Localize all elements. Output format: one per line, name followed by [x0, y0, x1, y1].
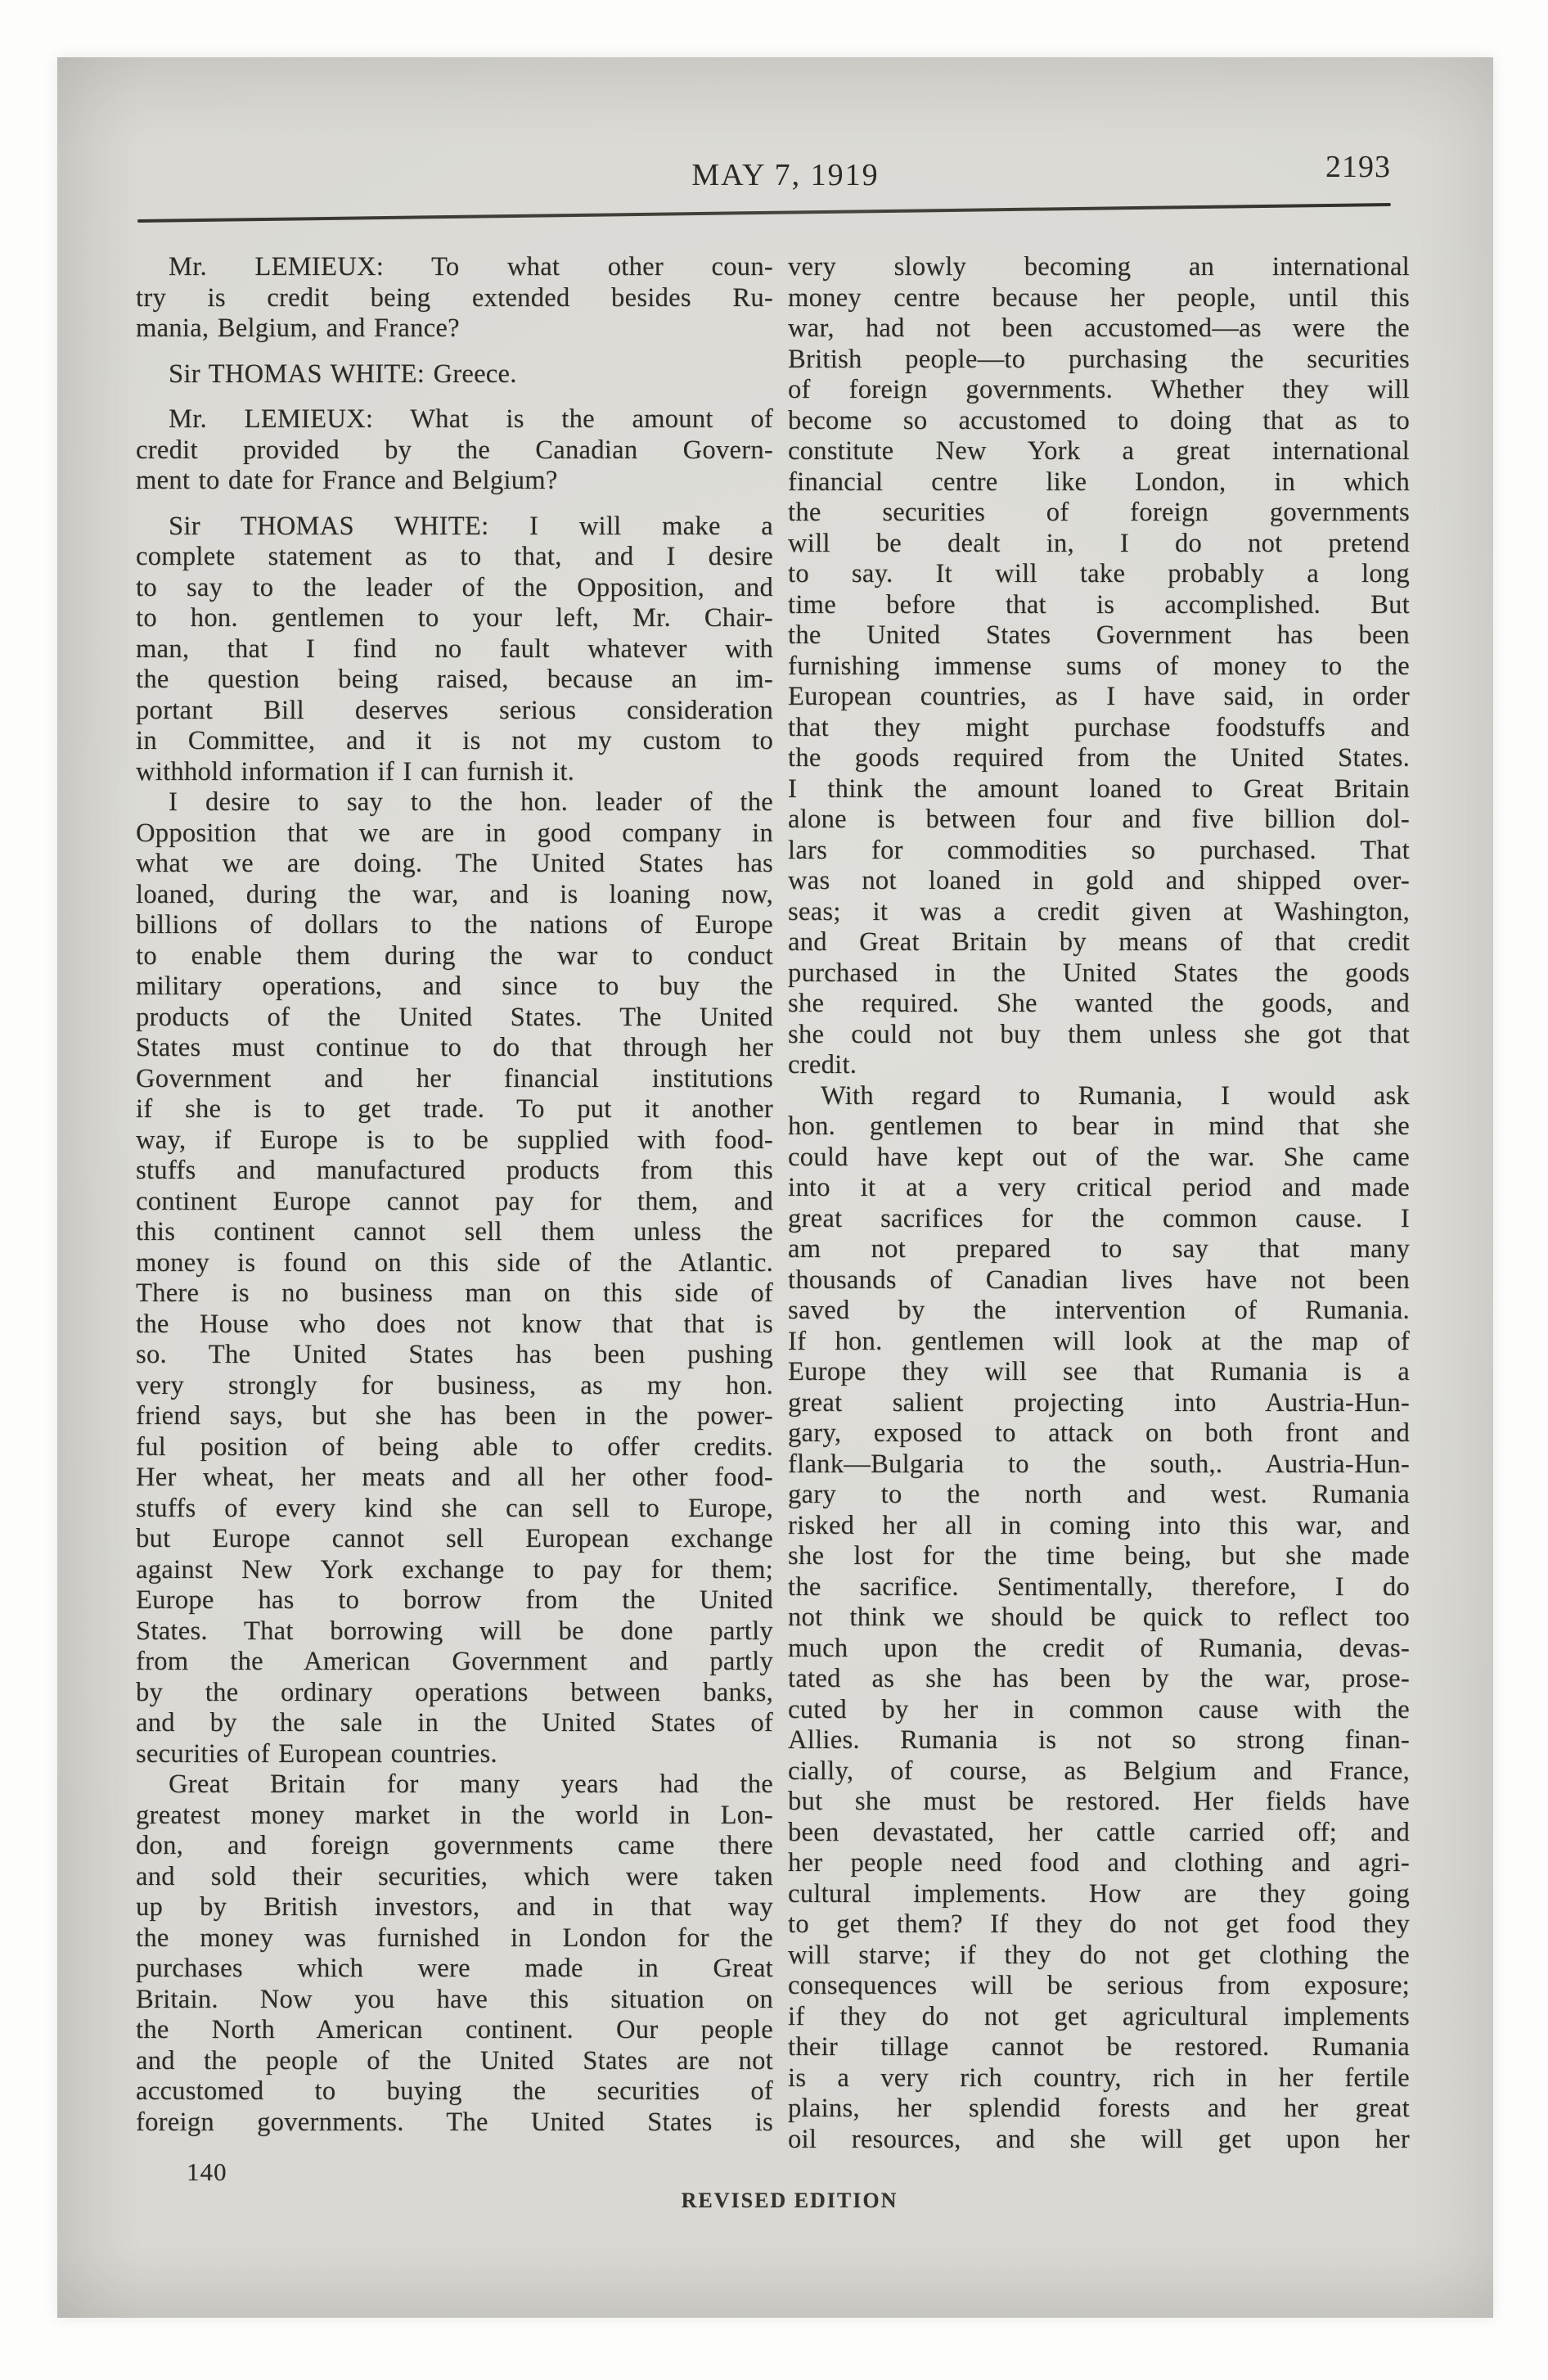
text-line: Britain. Now you have this situation on: [136, 1984, 773, 2014]
paragraph: [136, 512, 773, 788]
text-line: credit.: [788, 1050, 857, 1080]
text-line: against New York exchange to pay for them;: [136, 1554, 773, 1584]
text-line: but she must be restored. Her fields have: [788, 1787, 1410, 1816]
text-line: There is no business man on this side of: [136, 1278, 773, 1308]
text-line: and by the sale in the United States of: [136, 1708, 773, 1738]
text-line: military operations, and since to buy the: [136, 971, 773, 1001]
page-header: [147, 157, 1424, 193]
text-line: up by British investors, and in that way: [136, 1892, 773, 1922]
text-line: and the people of the United States are not: [136, 2045, 773, 2076]
text-line: great salient projecting into Austria-Hun-: [788, 1387, 1410, 1418]
text-line: she lost for the time being, but she made: [788, 1541, 1410, 1571]
paragraph: [136, 787, 773, 1769]
text-line: not think we should be quick to reflect too: [788, 1602, 1410, 1632]
text-line: stuffs of every kind she can sell to Europe,: [136, 1493, 773, 1523]
text-line: foreign governments. The United States is: [136, 2107, 773, 2137]
text-line: oil resources, and she will get upon her: [788, 2124, 1410, 2154]
text-line: loaned, during the war, and is loaning now,: [136, 879, 773, 909]
text-line: what we are doing. The United States has: [136, 849, 773, 878]
text-line: to get them? If they do not get food they: [788, 1909, 1410, 1939]
paragraph: [136, 252, 773, 345]
text-line: greatest money market in the world in Lon-: [136, 1800, 773, 1830]
text-line: lars for commodities so purchased. That: [788, 835, 1410, 865]
text-line: but Europe cannot sell European exchange: [136, 1524, 773, 1553]
text-line: am not prepared to say that many: [788, 1234, 1410, 1264]
text-line: stuffs and manufactured products from this: [136, 1156, 773, 1185]
text-line: purchased in the United States the goods: [788, 958, 1410, 988]
text-line: thousands of Canadian lives have not been: [788, 1264, 1410, 1295]
text-line: purchases which were made in Great: [136, 1954, 773, 1983]
text-line: ment to date for France and Belgium?: [136, 466, 558, 495]
paragraph: [136, 359, 773, 390]
text-line: to say to the leader of the Opposition, and: [136, 572, 773, 602]
text-line: if she is to get trade. To put it another: [136, 1094, 773, 1124]
text-line: ful position of being able to offer credits.: [136, 1431, 773, 1462]
text-line: flank—Bulgaria to the south,. Austria-Hun-: [788, 1449, 1410, 1479]
paper: [57, 57, 1493, 2318]
text-line: money is found on this side of the Atlantic.: [136, 1247, 773, 1278]
text-line: Europe they will see that Rumania is a: [788, 1357, 1410, 1386]
text-line: Mr. LEMIEUX: To what other coun-: [169, 252, 773, 282]
text-line: cuted by her in common cause with the: [788, 1694, 1410, 1724]
text-line: continent Europe cannot pay for them, and: [136, 1186, 773, 1216]
text-line: Sir THOMAS WHITE: Greece.: [169, 358, 517, 389]
text-line: gary to the north and west. Rumania: [788, 1480, 1410, 1509]
footer-signature: 140: [187, 2157, 227, 2186]
text-line: friend says, but she has been in the power-: [136, 1401, 773, 1431]
paragraph: [788, 1081, 1410, 2156]
text-line: saved by the intervention of Rumania.: [788, 1296, 1410, 1325]
text-line: seas; it was a credit given at Washington,: [788, 896, 1410, 926]
text-line: complete statement as to that, and I desire: [136, 542, 773, 571]
text-line: and sold their securities, which were taken: [136, 1861, 773, 1891]
text-line: that they might purchase foodstuffs and: [788, 712, 1410, 742]
text-line: great sacrifices for the common cause. I: [788, 1203, 1410, 1233]
text-line: the securities of foreign governments: [788, 498, 1410, 527]
text-line: I think the amount loaned to Great Britain: [788, 773, 1410, 804]
text-line: credit provided by the Canadian Govern-: [136, 435, 773, 465]
text-line: hon. gentlemen to bear in mind that she: [788, 1111, 1410, 1141]
text-line: States. That borrowing will be done partly: [136, 1616, 773, 1646]
text-line: into it at a very critical period and made: [788, 1173, 1410, 1202]
text-line: plains, her splendid forests and her great: [788, 2094, 1410, 2123]
text-line: cultural implements. How are they going: [788, 1878, 1410, 1909]
text-line: was not loaned in gold and shipped over-: [788, 866, 1410, 895]
text-line: to hon. gentlemen to your left, Mr. Chair-: [136, 603, 773, 633]
text-line: been devastated, her cattle carried off; and: [788, 1817, 1410, 1847]
text-line: this continent cannot sell them unless the: [136, 1217, 773, 1246]
column-right: [788, 252, 1410, 2155]
text-line: gary, exposed to attack on both front and: [788, 1418, 1410, 1448]
text-line: in Committee, and it is not my custom to: [136, 726, 773, 755]
text-line: time before that is accomplished. But: [788, 589, 1410, 620]
text-line: the sacrifice. Sentimentally, therefore, I do: [788, 1571, 1410, 1602]
text-line: If hon. gentlemen will look at the map of: [788, 1326, 1410, 1356]
text-line: from the American Government and partly: [136, 1647, 773, 1676]
text-line: products of the United States. The United: [136, 1002, 773, 1032]
text-line: Sir THOMAS WHITE: I will make a: [169, 511, 773, 541]
text-line: very strongly for business, as my hon.: [136, 1370, 773, 1400]
text-line: much upon the credit of Rumania, devas-: [788, 1633, 1410, 1663]
text-line: billions of dollars to the nations of Europe: [136, 910, 773, 940]
text-line: become so accustomed to doing that as to: [788, 405, 1410, 435]
text-line: Opposition that we are in good company in: [136, 818, 773, 848]
text-line: With regard to Rumania, I would ask: [821, 1080, 1410, 1111]
text-line: if they do not get agricultural implements: [788, 2001, 1410, 2031]
text-line: consequences will be serious from exposure;: [788, 1971, 1410, 2000]
text-line: to enable them during the war to conduct: [136, 940, 773, 971]
text-line: Government and her financial institutions: [136, 1063, 773, 1093]
page-number: 2193: [1325, 150, 1391, 184]
text-line: war, had not been accustomed—as were the: [788, 313, 1410, 343]
text-line: their tillage cannot be restored. Rumania: [788, 2032, 1410, 2062]
text-line: to say. It will take probably a long: [788, 559, 1410, 588]
text-line: alone is between four and five billion dol-: [788, 805, 1410, 834]
text-line: Her wheat, her meats and all her other food-: [136, 1463, 773, 1492]
text-line: risked her all in coming into this war, and: [788, 1510, 1410, 1540]
text-line: man, that I find no fault whatever with: [136, 633, 773, 664]
text-line: European countries, as I have said, in order: [788, 682, 1410, 711]
text-line: financial centre like London, in which: [788, 467, 1410, 497]
paragraph: [788, 252, 1410, 1081]
text-line: Mr. LEMIEUX: What is the amount of: [169, 404, 773, 434]
text-line: she could not buy them unless she got that: [788, 1019, 1410, 1049]
text-line: the House who does not know that that is: [136, 1309, 773, 1339]
text-line: I desire to say to the hon. leader of the: [169, 787, 773, 817]
text-line: could have kept out of the war. She came: [788, 1142, 1410, 1172]
text-line: States must continue to do that through her: [136, 1033, 773, 1062]
text-line: mania, Belgium, and France?: [136, 313, 460, 343]
text-line: cially, of course, as Belgium and France,: [788, 1756, 1410, 1786]
text-line: the United States Government has been: [788, 620, 1410, 650]
text-line: very slowly becoming an international: [788, 252, 1410, 282]
text-line: will be dealt in, I do not pretend: [788, 528, 1410, 558]
text-line: portant Bill deserves serious consideration: [136, 695, 773, 725]
text-line: she required. She wanted the goods, and: [788, 989, 1410, 1018]
text-line: accustomed to buying the securities of: [136, 2076, 773, 2106]
text-line: of foreign governments. Whether they will: [788, 375, 1410, 404]
text-line: furnishing immense sums of money to the: [788, 651, 1410, 681]
text-line: withhold information if I can furnish it.: [136, 756, 575, 787]
text-line: Europe has to borrow from the United: [136, 1585, 773, 1615]
text-line: and Great Britain by means of that credit: [788, 927, 1410, 957]
text-line: the goods required from the United States.: [788, 743, 1410, 773]
paragraph: [136, 1769, 773, 2138]
text-line: the question being raised, because an im-: [136, 665, 773, 694]
footer-edition: REVISED EDITION: [681, 2188, 898, 2212]
text-line: try is credit being extended besides Ru-: [136, 282, 773, 313]
column-left: [136, 252, 773, 2138]
text-line: is a very rich country, rich in her fertile: [788, 2062, 1410, 2093]
header-date: MAY 7, 1919: [691, 158, 880, 192]
text-line: by the ordinary operations between banks,: [136, 1677, 773, 1707]
text-line: way, if Europe is to be supplied with food-: [136, 1125, 773, 1155]
text-line: the North American continent. Our people: [136, 2015, 773, 2044]
text-line: constitute New York a great international: [788, 436, 1410, 466]
text-line: securities of European countries.: [136, 1738, 497, 1769]
text-line: money centre because her people, until this: [788, 282, 1410, 313]
text-line: will starve; if they do not get clothing the: [788, 1940, 1410, 1970]
text-line: Allies. Rumania is not so strong finan-: [788, 1725, 1410, 1755]
text-line: Great Britain for many years had the: [169, 1769, 773, 1799]
text-line: so. The United States has been pushing: [136, 1340, 773, 1369]
text-line: British people—to purchasing the securities: [788, 344, 1410, 374]
text-line: tated as she has been by the war, prose-: [788, 1664, 1410, 1693]
text-line: the money was furnished in London for the: [136, 1922, 773, 1953]
header-rule: [137, 203, 1391, 223]
text-line: her people need food and clothing and agri-: [788, 1848, 1410, 1877]
paragraph: [136, 404, 773, 497]
text-line: don, and foreign governments came there: [136, 1831, 773, 1860]
